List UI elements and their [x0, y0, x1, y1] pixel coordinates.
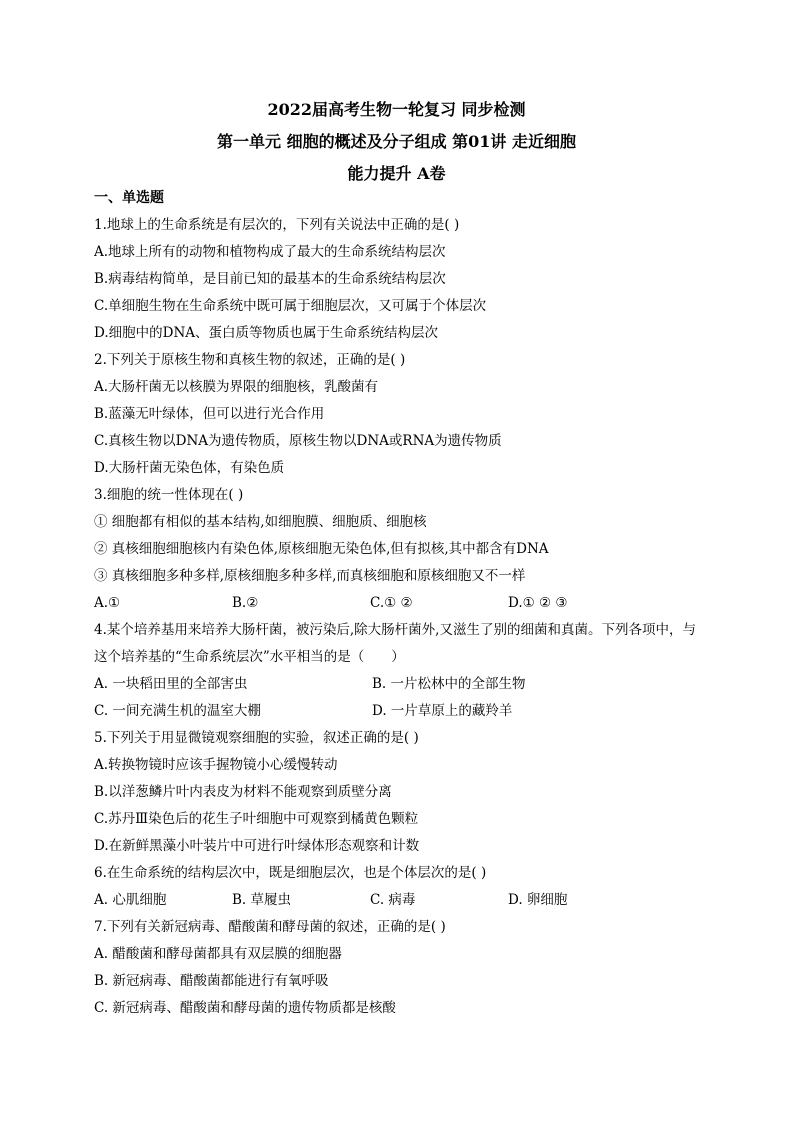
option-b: B. 一片松林中的全部生物	[372, 676, 526, 692]
option-d: D.大肠杆菌无染色体，有染色质	[94, 460, 285, 476]
option-b: B. 草履虫	[232, 892, 292, 908]
question-2	[94, 347, 704, 482]
option-c: C. 病毒	[370, 892, 416, 908]
paper-title: 能力提升 A卷	[347, 164, 446, 183]
option-a: A.①	[94, 595, 121, 611]
statement-1: ① 细胞都有相似的基本结构,如细胞膜、细胞质、细胞核	[94, 514, 427, 530]
option-b: B.蓝藻无叶绿体，但可以进行光合作用	[94, 406, 325, 422]
question-stem: 7.下列有关新冠病毒、醋酸菌和酵母菌的叙述，正确的是( )	[94, 919, 446, 935]
document-body	[94, 185, 704, 1022]
statement-2: ② 真核细胞细胞核内有染色体,原核细胞无染色体,但有拟核,其中都含有DNA	[94, 541, 549, 557]
option-d: D.细胞中的DNA、蛋白质等物质也属于生命系统结构层次	[94, 325, 439, 341]
question-stem: 5.下列关于用显微镜观察细胞的实验，叙述正确的是( )	[94, 730, 419, 746]
question-stem: 6.在生命系统的结构层次中，既是细胞层次，也是个体层次的是( )	[94, 865, 487, 881]
option-c: C. 一间充满生机的温室大棚	[94, 703, 261, 719]
option-b: B. 新冠病毒、醋酸菌都能进行有氧呼吸	[94, 973, 329, 989]
question-stem: 1.地球上的生命系统是有层次的，下列有关说法中正确的是( )	[94, 217, 460, 233]
option-d: D. 一片草原上的藏羚羊	[372, 703, 513, 719]
question-stem: 3.细胞的统一性体现在( )	[94, 487, 244, 503]
question-7	[94, 914, 704, 1022]
question-stem: 2.下列关于原核生物和真核生物的叙述，正确的是( )	[94, 352, 406, 368]
document-header	[0, 94, 793, 190]
statement-3: ③ 真核细胞多种多样,原核细胞多种多样,而真核细胞和原核细胞又不一样	[94, 568, 526, 584]
option-c: C.① ②	[370, 595, 413, 611]
option-b: B.②	[232, 595, 259, 611]
unit-title: 第一单元 细胞的概述及分子组成 第01讲 走近细胞	[217, 132, 576, 151]
question-stem: 4.某个培养基用来培养大肠杆菌，被污染后,除大肠杆菌外,又滋生了别的细菌和真菌。下列各项中，与这个培养基的“生命系统层次”水平相当的是（ ）	[94, 622, 696, 665]
option-a: A. 一块稻田里的全部害虫	[94, 676, 248, 692]
question-5	[94, 725, 704, 860]
question-1	[94, 212, 704, 347]
option-row	[94, 671, 704, 698]
document-title: 2022届高考生物一轮复习 同步检测	[267, 100, 526, 119]
option-row	[94, 698, 704, 725]
section-heading: 一、单选题	[94, 190, 164, 206]
option-row	[94, 887, 704, 914]
option-a: A.转换物镜时应该手握物镜小心缓慢转动	[94, 757, 338, 773]
option-a: A. 心肌细胞	[94, 892, 167, 908]
option-a: A. 醋酸菌和酵母菌都具有双层膜的细胞器	[94, 946, 342, 962]
option-c: C. 新冠病毒、醋酸菌和酵母菌的遗传物质都是核酸	[94, 1000, 396, 1016]
option-d: D. 卵细胞	[508, 892, 568, 908]
option-b: B.以洋葱鳞片叶内表皮为材料不能观察到质壁分离	[94, 784, 392, 800]
question-3	[94, 482, 704, 617]
option-c: C.单细胞生物在生命系统中既可属于细胞层次，又可属于个体层次	[94, 298, 487, 314]
option-c: C.真核生物以DNA为遗传物质，原核生物以DNA或RNA为遗传物质	[94, 433, 502, 449]
option-d: D.在新鲜黑藻小叶装片中可进行叶绿体形态观察和计数	[94, 838, 420, 854]
option-d: D.① ② ③	[508, 595, 568, 611]
option-a: A.地球上所有的动物和植物构成了最大的生命系统结构层次	[94, 244, 446, 260]
option-row	[94, 590, 704, 617]
option-a: A.大肠杆菌无以核膜为界限的细胞核，乳酸菌有	[94, 379, 379, 395]
option-c: C.苏丹Ⅲ染色后的花生子叶细胞中可观察到橘黄色颗粒	[94, 811, 419, 827]
question-6	[94, 860, 704, 914]
option-b: B.病毒结构简单，是目前已知的最基本的生命系统结构层次	[94, 271, 446, 287]
question-4	[94, 617, 704, 725]
